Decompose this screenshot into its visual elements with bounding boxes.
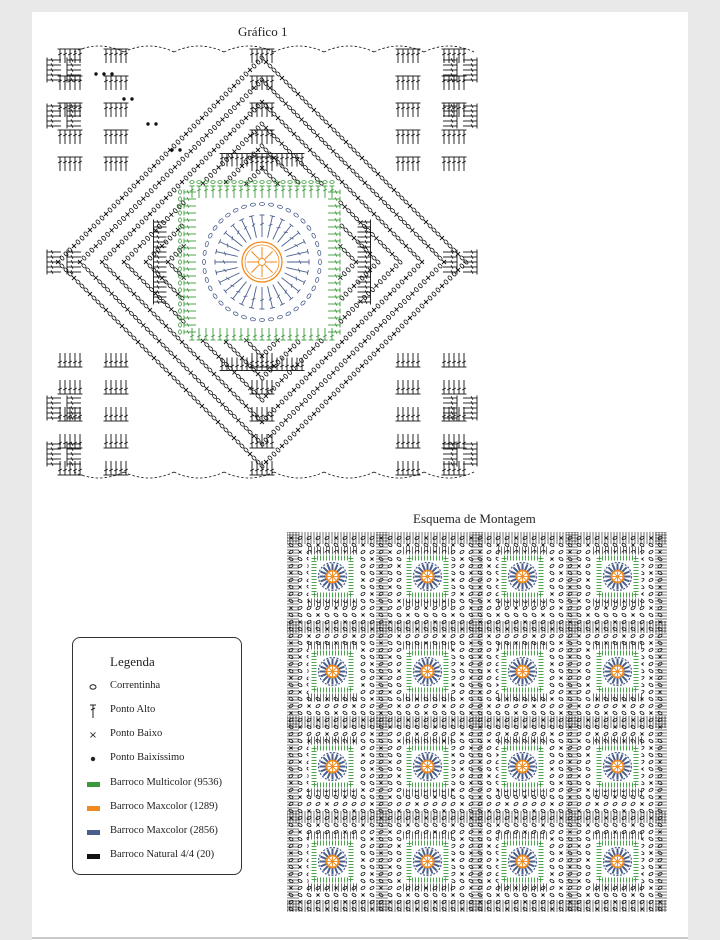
legend-item-single-crochet bbox=[73, 726, 241, 744]
color-swatch-icon bbox=[85, 848, 101, 864]
legend-label: Correntinha bbox=[110, 680, 161, 691]
page-bottom-divider bbox=[32, 937, 688, 939]
legend-item-chain bbox=[73, 678, 241, 696]
single-crochet-icon: × bbox=[88, 729, 98, 741]
chain-stitch-icon bbox=[85, 679, 101, 695]
slip-stitch-icon bbox=[85, 751, 101, 767]
color-swatch-icon bbox=[85, 776, 101, 792]
legend-title: Legenda bbox=[110, 654, 155, 669]
legend-label: Barroco Maxcolor (2856) bbox=[110, 825, 218, 836]
legend-item-slip-stitch bbox=[73, 750, 241, 768]
assembly-scheme-title: Esquema de Montagem bbox=[413, 511, 536, 526]
color-swatch-icon bbox=[85, 824, 101, 840]
legend-item-double-crochet bbox=[73, 702, 241, 720]
legend-label: Ponto Alto bbox=[110, 704, 156, 715]
legend-label: Barroco Natural 4/4 (20) bbox=[110, 849, 215, 860]
legend-label: Ponto Baixo bbox=[110, 728, 163, 739]
legend-label: Barroco Maxcolor (1289) bbox=[110, 801, 218, 812]
assembly-scheme-diagram bbox=[287, 532, 667, 914]
legend-label: Ponto Baixíssimo bbox=[110, 752, 185, 763]
legend-item-green-yarn bbox=[73, 775, 241, 793]
legend-item-natural-yarn bbox=[73, 847, 241, 865]
crochet-chart-1-diagram bbox=[44, 44, 480, 480]
double-crochet-icon bbox=[85, 703, 101, 719]
legend-label: Barroco Multicolor (9536) bbox=[110, 777, 222, 788]
chart-1-title: Gráfico 1 bbox=[238, 24, 288, 39]
color-swatch-icon bbox=[85, 800, 101, 816]
legend-item-orange-yarn bbox=[73, 799, 241, 817]
legend-box bbox=[72, 637, 242, 875]
legend-item-blue-yarn bbox=[73, 823, 241, 841]
